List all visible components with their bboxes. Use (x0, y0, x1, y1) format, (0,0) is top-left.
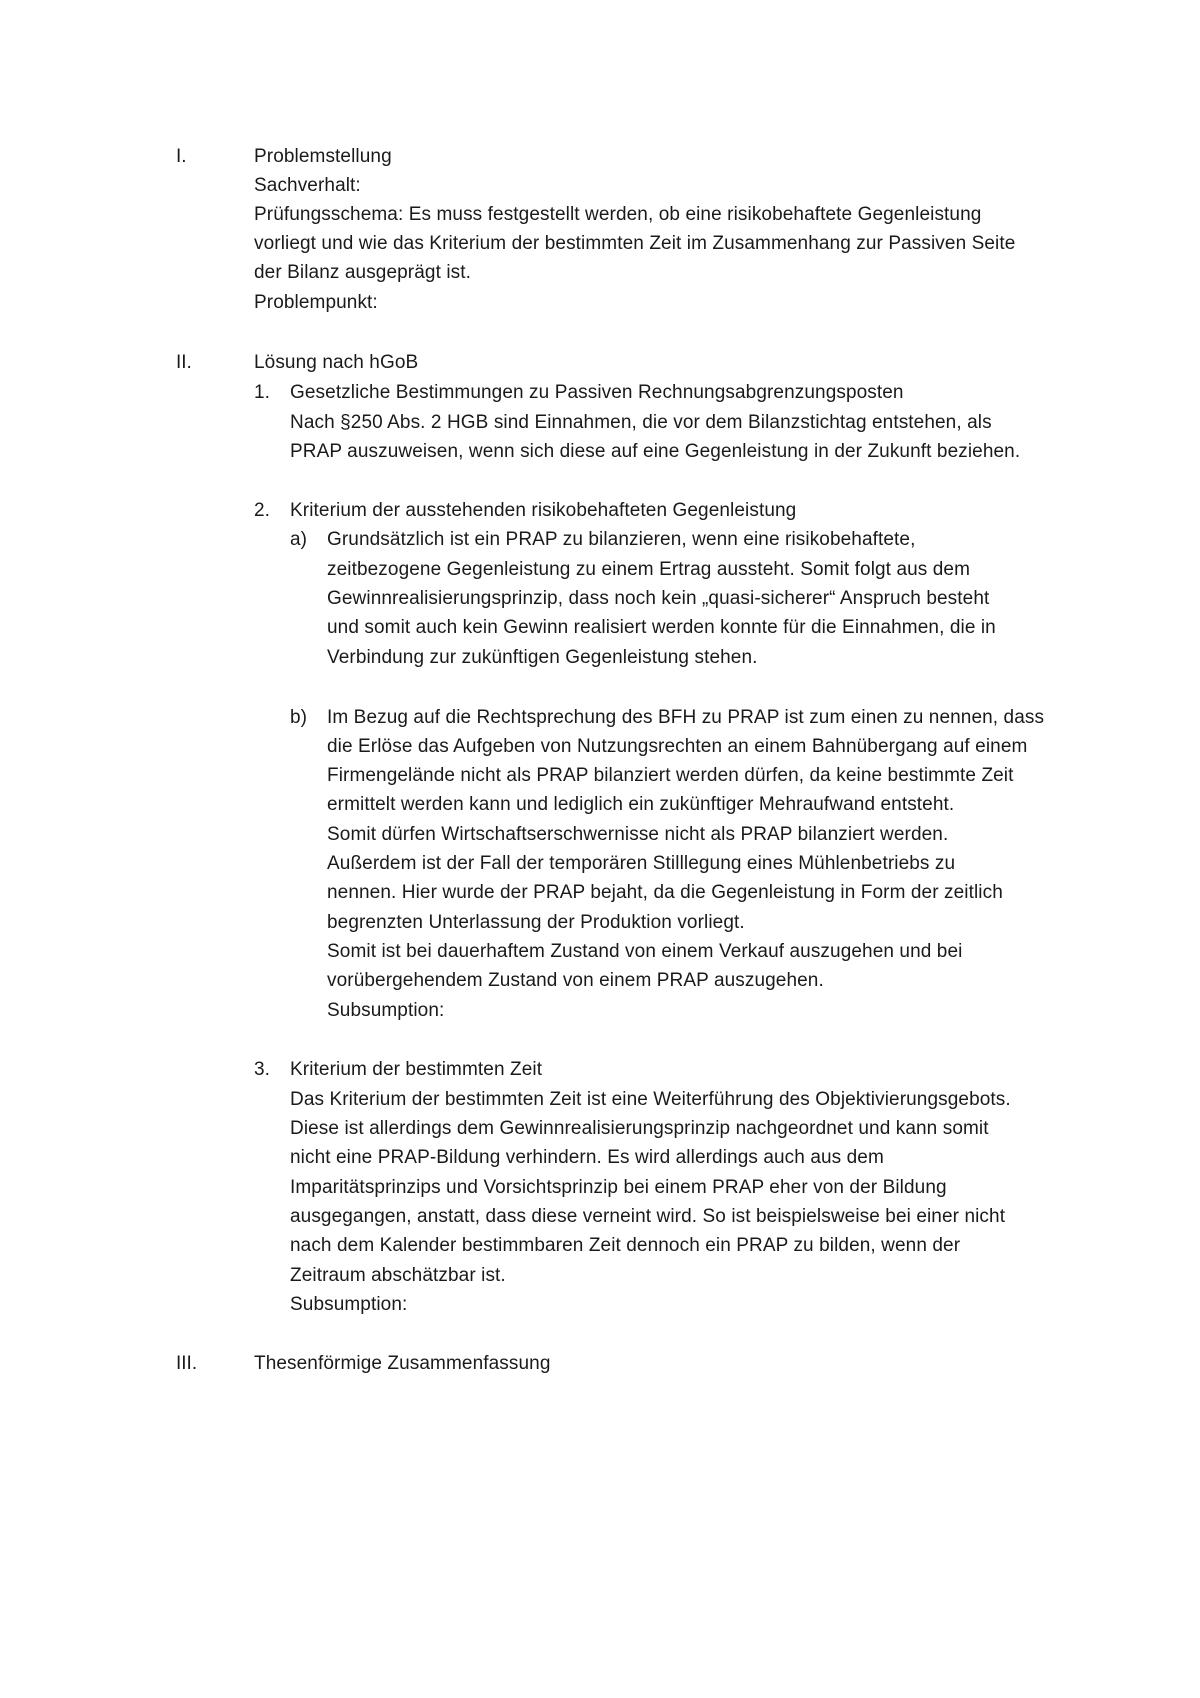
item-3-heading: Kriterium der bestimmten Zeit (290, 1059, 543, 1080)
sub-a-line: Verbindung zur zukünftigen Gegenleistung stehen. (327, 647, 758, 668)
item-1-line: Nach §250 Abs. 2 HGB sind Einnahmen, die vor dem Bilanzstichtag entstehen, als (290, 412, 992, 433)
item-2-heading: Kriterium der ausstehenden risikobehafteten Gegenleistung (290, 500, 797, 521)
section-1-numeral: I. (176, 146, 187, 167)
sub-a-line: Grundsätzlich ist ein PRAP zu bilanzieren, wenn eine risikobehaftete, (327, 529, 916, 550)
item-3-line: Das Kriterium der bestimmten Zeit ist eine Weiterführung des Objektivierungsgebots. (290, 1089, 1011, 1110)
section-3-numeral: III. (176, 1353, 198, 1374)
sub-b-line: Außerdem ist der Fall der temporären Stilllegung eines Mühlenbetriebs zu (327, 853, 956, 874)
section-2-heading: Lösung nach hGoB (254, 352, 419, 373)
sub-a-line: und somit auch kein Gewinn realisiert werden konnte für die Einnahmen, die in (327, 617, 996, 638)
item-1-line: PRAP auszuweisen, wenn sich diese auf eine Gegenleistung in der Zukunft beziehen. (290, 441, 1021, 462)
schema-line: vorliegt und wie das Kriterium der bestimmten Zeit im Zusammenhang zur Passiven Seite (254, 233, 1016, 254)
sub-a-line: zeitbezogene Gegenleistung zu einem Ertrag aussteht. Somit folgt aus dem (327, 559, 971, 580)
item-2-number: 2. (254, 500, 271, 521)
item-3-line: Imparitätsprinzips und Vorsichtsprinzip bei einem PRAP eher von der Bildung (290, 1177, 947, 1198)
schema-line: der Bilanz ausgeprägt ist. (254, 262, 471, 283)
schema-line: Prüfungsschema: Es muss festgestellt werden, ob eine risikobehaftete Gegenleistung (254, 204, 982, 225)
sub-b-line: vorübergehendem Zustand von einem PRAP auszugehen. (327, 970, 824, 991)
sachverhalt-label: Sachverhalt: (254, 175, 361, 196)
sub-b-letter: b) (290, 707, 308, 728)
section-2-numeral: II. (176, 352, 192, 373)
item-3-number: 3. (254, 1059, 271, 1080)
sub-b-line: begrenzten Unterlassung der Produktion vorliegt. (327, 912, 745, 933)
item-3-line: nach dem Kalender bestimmbaren Zeit dennoch ein PRAP zu bilden, wenn der (290, 1235, 961, 1256)
sub-a-line: Gewinnrealisierungsprinzip, dass noch kein „quasi-sicherer“ Anspruch besteht (327, 588, 990, 609)
item-1-number: 1. (254, 382, 271, 403)
sub-b-line: nennen. Hier wurde der PRAP bejaht, da die Gegenleistung in Form der zeitlich (327, 882, 1003, 903)
item-3-line: ausgegangen, anstatt, dass diese verneint wird. So ist beispielsweise bei einer nicht (290, 1206, 1006, 1227)
problempunkt-label: Problempunkt: (254, 292, 378, 313)
sub-b-line: Im Bezug auf die Rechtsprechung des BFH zu PRAP ist zum einen zu nennen, dass (327, 707, 1045, 728)
item-3-subsumption: Subsumption: (290, 1294, 408, 1315)
item-3-line: Diese ist allerdings dem Gewinnrealisierungsprinzip nachgeordnet und kann somit (290, 1118, 989, 1139)
item-3-line: Zeitraum abschätzbar ist. (290, 1265, 506, 1286)
sub-a-letter: a) (290, 529, 308, 550)
section-3-heading: Thesenförmige Zusammenfassung (254, 1353, 551, 1374)
sub-b-line: Somit ist bei dauerhaftem Zustand von einem Verkauf auszugehen und bei (327, 941, 963, 962)
section-1-heading: Problemstellung (254, 146, 392, 167)
sub-b-subsumption: Subsumption: (327, 1000, 445, 1021)
sub-b-line: Somit dürfen Wirtschaftserschwernisse nicht als PRAP bilanziert werden. (327, 824, 949, 845)
item-1-heading: Gesetzliche Bestimmungen zu Passiven Rechnungsabgrenzungsposten (290, 382, 904, 403)
sub-b-line: die Erlöse das Aufgeben von Nutzungsrechten an einem Bahnübergang auf einem (327, 736, 1028, 757)
item-3-line: nicht eine PRAP-Bildung verhindern. Es wird allerdings auch aus dem (290, 1147, 884, 1168)
sub-b-line: ermittelt werden kann und lediglich ein zukünftiger Mehraufwand entsteht. (327, 794, 955, 815)
sub-b-line: Firmengelände nicht als PRAP bilanziert werden dürfen, da keine bestimmte Zeit (327, 765, 1014, 786)
